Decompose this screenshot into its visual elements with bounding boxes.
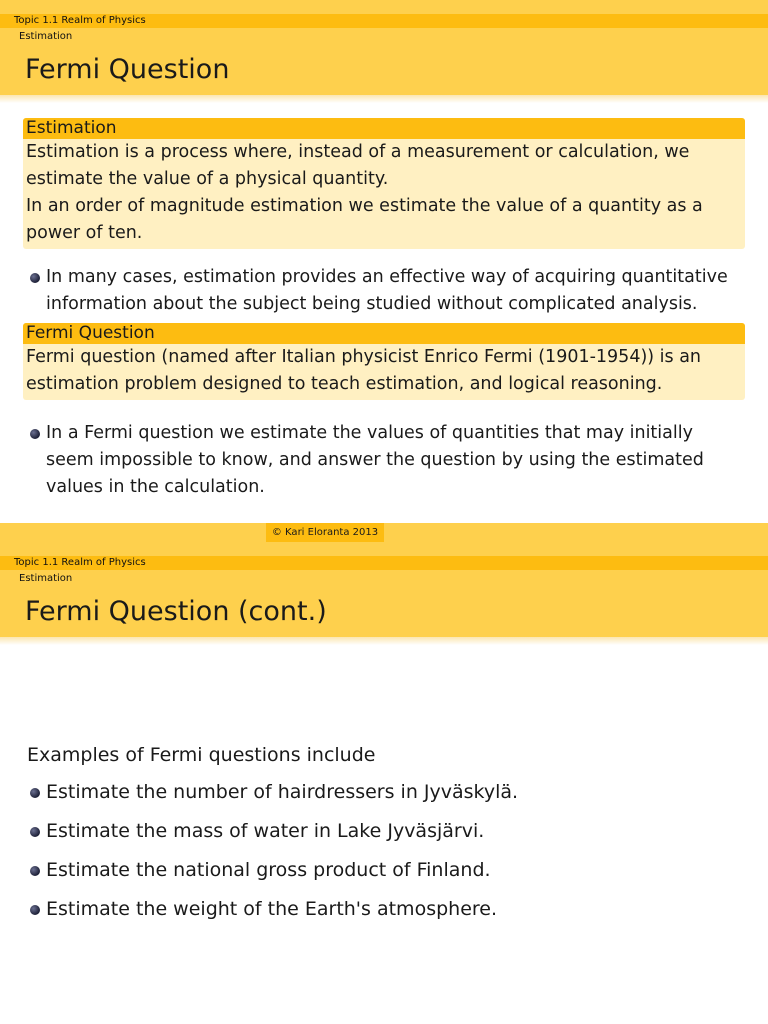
block-title: Estimation: [23, 118, 745, 139]
footer-bar: [0, 523, 768, 542]
bullet-icon: [30, 866, 40, 876]
frame-title: Fermi Question (cont.): [25, 596, 327, 627]
list-item: [30, 264, 745, 318]
list-item-text: Estimate the mass of water in Lake Jyväsjärvi.: [46, 820, 485, 842]
block-body: [23, 344, 745, 400]
bullet-icon: [30, 273, 40, 283]
block-title: Fermi Question: [23, 323, 745, 344]
block-paragraph: In an order of magnitude estimation we estimate the value of a quantity as a power of ten.: [26, 196, 703, 243]
list-item: [30, 896, 745, 923]
block-paragraph: Estimation is a process where, instead of a measurement or calculation, we estimate the value of a physical quantity.: [26, 142, 690, 189]
bullet-icon: [30, 788, 40, 798]
list-item: [30, 857, 745, 884]
bullet-icon: [30, 827, 40, 837]
fermi-question-block: [23, 323, 745, 400]
block-paragraph: Fermi question (named after Italian physicist Enrico Fermi (1901-1954)) is an estimation problem designed to teach estimation, and logical reasoning.: [26, 347, 702, 394]
title-band-fade: [0, 637, 768, 645]
header-bar-top: [0, 0, 768, 14]
list-item-text: Estimate the number of hairdressers in Jyväskylä.: [46, 781, 519, 803]
estimation-block: [23, 118, 745, 249]
list-item-text: Estimate the weight of the Earth's atmosphere.: [46, 898, 498, 920]
list-item: [30, 818, 745, 845]
title-band-fade: [0, 95, 768, 103]
list-item: [30, 779, 745, 806]
section-label: Estimation: [19, 573, 73, 584]
examples-intro: Examples of Fermi questions include: [27, 744, 376, 766]
list-item-text: In many cases, estimation provides an effective way of acquiring quantitative information about the subject being studied without complicated analysis.: [46, 267, 728, 314]
list-item-text: Estimate the national gross product of Finland.: [46, 859, 491, 881]
block-body: [23, 139, 745, 249]
frame-title: Fermi Question: [25, 54, 230, 85]
bullet-icon: [30, 905, 40, 915]
header-bar-top: [0, 542, 768, 556]
footer-copyright: © Kari Eloranta 2013: [266, 523, 384, 542]
topic-label: Topic 1.1 Realm of Physics: [14, 15, 146, 26]
list-item-text: In a Fermi question we estimate the values of quantities that may initially seem impossible to know, and answer the question by using the estimated values in the calculation.: [46, 423, 704, 497]
section-label: Estimation: [19, 31, 73, 42]
topic-label: Topic 1.1 Realm of Physics: [14, 557, 146, 568]
bullet-icon: [30, 429, 40, 439]
slide-2: [0, 542, 768, 1024]
list-item: [30, 420, 745, 501]
